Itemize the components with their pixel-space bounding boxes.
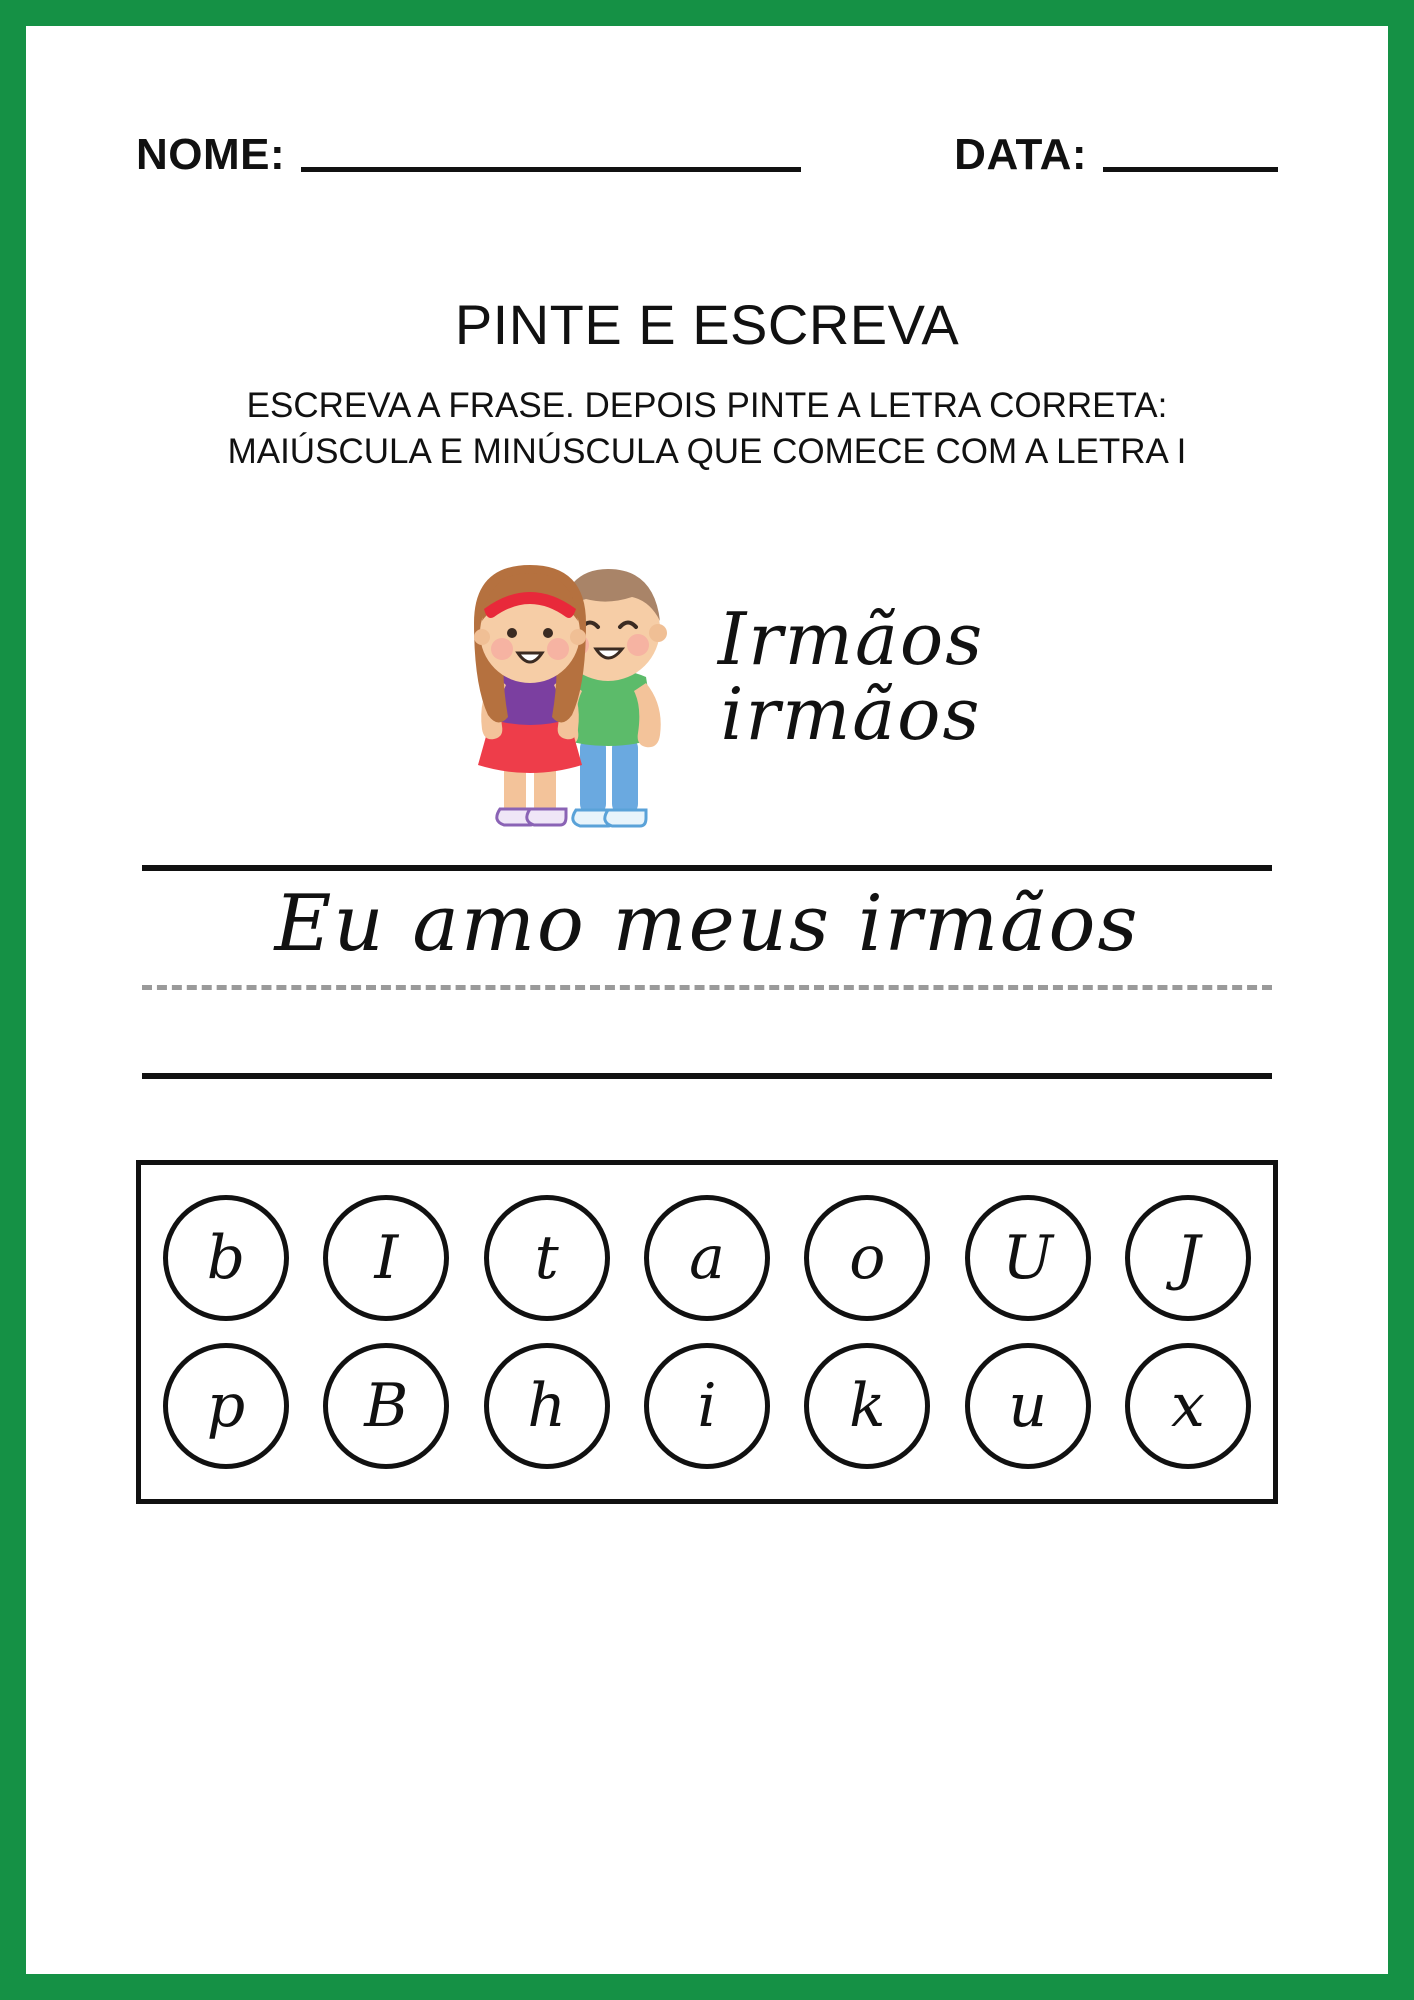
letter-option[interactable]: a	[644, 1195, 770, 1321]
letter-option[interactable]: b	[163, 1195, 289, 1321]
two-children-siblings-illustration	[430, 517, 700, 847]
letter-option[interactable]: I	[323, 1195, 449, 1321]
letter-option[interactable]: x	[1125, 1343, 1251, 1469]
instructions-text: ESCREVA A FRASE. DEPOIS PINTE A LETRA CORRETA: MAIÚSCULA E MINÚSCULA QUE COMECE COM A LETRA I	[227, 386, 1187, 472]
letters-row-1	[163, 1195, 1251, 1321]
letter-option[interactable]: p	[163, 1343, 289, 1469]
date-write-line[interactable]	[1103, 167, 1278, 172]
header-fields	[136, 130, 1278, 180]
worksheet-content	[26, 130, 1388, 2000]
letter-option[interactable]: i	[644, 1343, 770, 1469]
letters-row-2	[163, 1343, 1251, 1469]
letter-option[interactable]: h	[484, 1343, 610, 1469]
illustration-row	[136, 517, 1278, 847]
letter-option[interactable]: B	[323, 1343, 449, 1469]
date-label: DATA:	[954, 130, 1087, 179]
writing-line-top	[142, 865, 1272, 871]
letters-box	[136, 1160, 1278, 1504]
word-uppercase: Irmãos	[717, 596, 985, 681]
letter-option[interactable]: u	[965, 1343, 1091, 1469]
letter-option[interactable]: k	[804, 1343, 930, 1469]
cursive-word-block	[717, 596, 985, 763]
writing-phrase: Eu amo meus irmãos	[274, 879, 1140, 970]
letter-option[interactable]: t	[484, 1195, 610, 1321]
letter-option[interactable]: U	[965, 1195, 1091, 1321]
letter-option[interactable]: J	[1125, 1195, 1251, 1321]
writing-line-dashed	[142, 985, 1272, 990]
name-write-line[interactable]	[301, 167, 801, 172]
writing-practice-area[interactable]	[136, 865, 1278, 1100]
name-label: NOME:	[136, 130, 286, 179]
letter-option[interactable]: o	[804, 1195, 930, 1321]
writing-line-bottom	[142, 1073, 1272, 1079]
word-lowercase: irmãos	[720, 672, 982, 757]
page-title: PINTE E ESCREVA	[454, 293, 960, 356]
